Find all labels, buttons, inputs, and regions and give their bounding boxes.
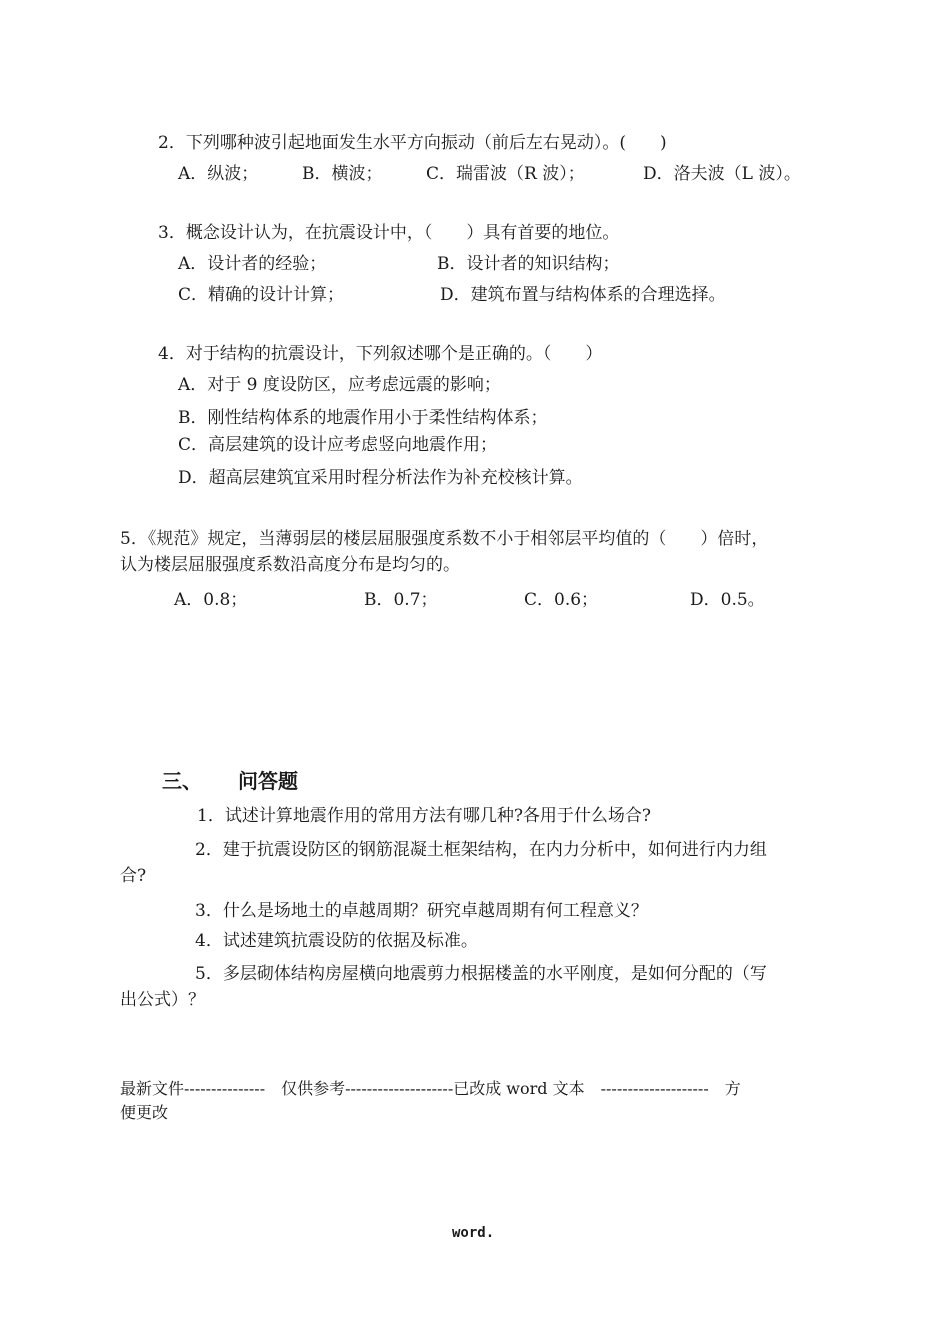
essay-q2-line1: 2．建于抗震设防区的钢筋混凝土框架结构，在内力分析中，如何进行内力组 xyxy=(195,840,767,860)
q3-option-d: D．建筑布置与结构体系的合理选择。 xyxy=(440,285,726,305)
q2-stem: 2．下列哪种波引起地面发生水平方向振动（前后左右晃动）。( ) xyxy=(158,133,667,153)
q5-option-d: D．0.5。 xyxy=(690,590,765,610)
q3-option-a: A．设计者的经验； xyxy=(178,254,327,274)
essay-q1: 1．试述计算地震作用的常用方法有哪几种?各用于什么场合? xyxy=(197,806,652,826)
q4-option-c: C．高层建筑的设计应考虑竖向地震作用； xyxy=(178,435,498,455)
q5-stem-line1: 5．《规范》规定，当薄弱层的楼层屈服强度系数不小于相邻层平均值的（ ）倍时， xyxy=(120,529,769,549)
q5-stem-line2: 认为楼层屈服强度系数沿高度分布是均匀的。 xyxy=(120,555,460,575)
q2-option-a: A．纵波； xyxy=(178,164,259,184)
q5-option-c: C．0.6； xyxy=(524,590,599,610)
section-title: 问答题 xyxy=(238,769,298,793)
q4-option-b: B．刚性结构体系的地震作用小于柔性结构体系； xyxy=(178,408,548,428)
footer-note-line1: 最新文件--------------- 仅供参考--------------------已改成 word 文本 -------------------- 方 xyxy=(120,1079,741,1098)
essay-q4: 4．试述建筑抗震设防的依据及标准。 xyxy=(195,931,478,951)
q5-option-b: B．0.7； xyxy=(364,590,438,610)
q3-option-c: C．精确的设计计算； xyxy=(178,285,345,305)
q2-option-c: C．瑞雷波（R 波）； xyxy=(426,164,585,184)
q2-option-d: D．洛夫波（L 波）。 xyxy=(643,164,801,184)
q4-option-d: D．超高层建筑宜采用时程分析法作为补充校核计算。 xyxy=(178,468,583,488)
page-mark: word. xyxy=(452,1225,495,1241)
essay-q5-line2: 出公式）？ xyxy=(120,990,205,1010)
footer-note-line2: 便更改 xyxy=(120,1103,169,1122)
q3-option-b: B．设计者的知识结构； xyxy=(437,254,620,274)
q4-stem: 4．对于结构的抗震设计，下列叙述哪个是正确的。（ ） xyxy=(158,344,603,364)
q4-option-a: A．对于 9 度设防区，应考虑远震的影响； xyxy=(178,375,501,395)
q5-option-a: A．0.8； xyxy=(174,590,248,610)
essay-q2-line2: 合? xyxy=(120,866,147,886)
essay-q5-line1: 5．多层砌体结构房屋横向地震剪力根据楼盖的水平刚度，是如何分配的（写 xyxy=(195,964,767,984)
q3-stem: 3．概念设计认为，在抗震设计中，（ ）具有首要的地位。 xyxy=(158,223,620,243)
q2-option-b: B．横波； xyxy=(302,164,383,184)
section-number: 三、 xyxy=(162,769,202,793)
essay-q3: 3．什么是场地土的卓越周期？研究卓越周期有何工程意义？ xyxy=(195,901,648,921)
